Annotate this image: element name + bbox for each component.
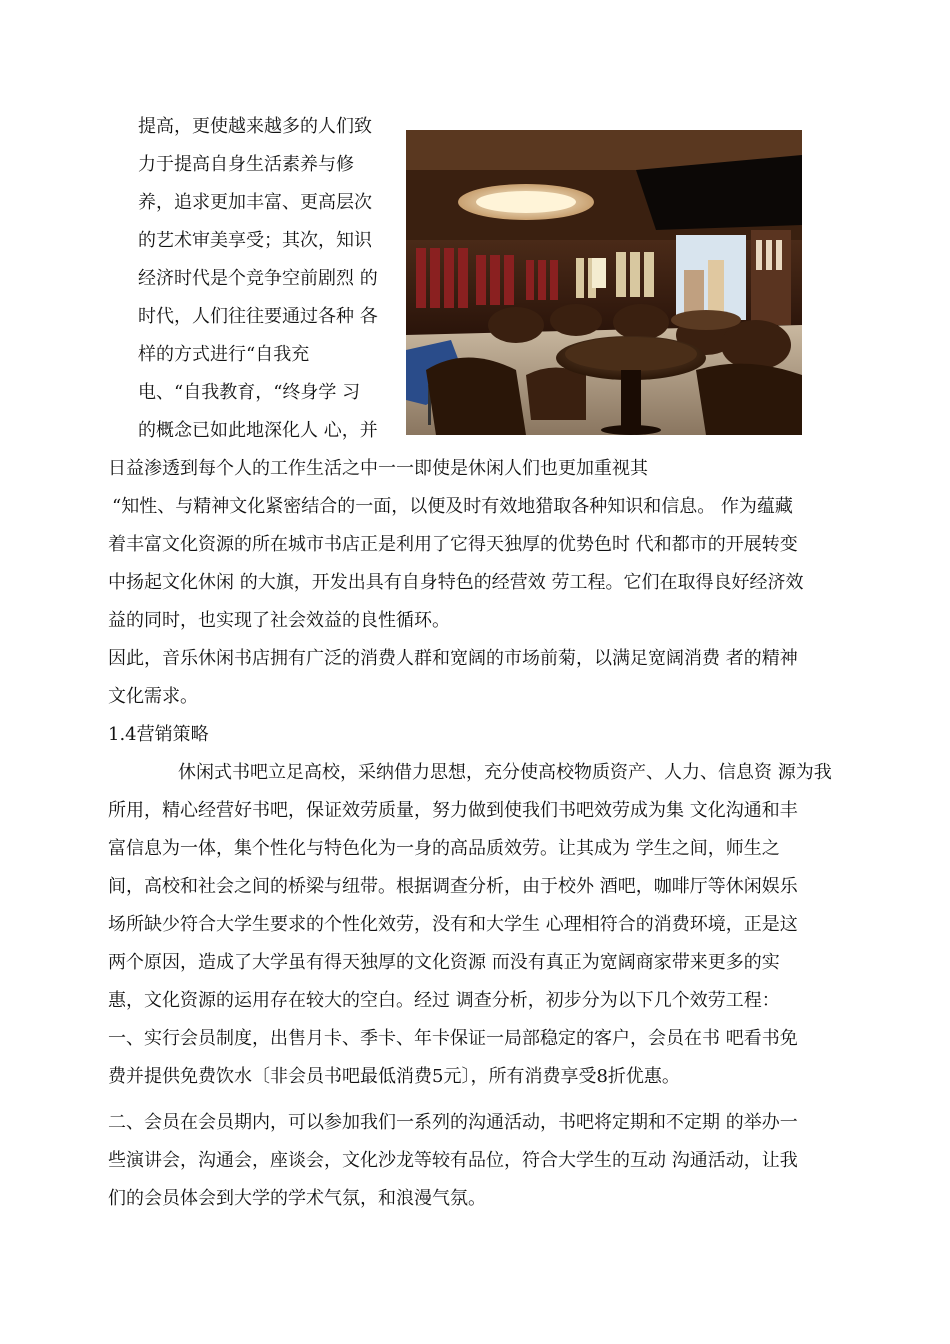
- body-line-9: 休闲式书吧立足高校，采纳借力思想，充分使高校物质资产、人力、信息资 源为我: [178, 762, 832, 783]
- body-line-18: 二、会员在会员期内，可以参加我们一系列的沟通活动，书吧将定期和不定期 的举办一: [108, 1112, 798, 1133]
- body-line-16: 一、实行会员制度，出售月卡、季卡、年卡保证一局部稳定的客户，会员在书 吧看书免: [108, 1028, 798, 1049]
- wrap-line-4: 的艺术审美享受；其次，知识: [138, 230, 372, 251]
- wrap-line-3: 养，追求更加丰富、更高层次: [138, 192, 372, 213]
- body-line-6: 因此，音乐休闲书店拥有广泛的消费人群和宽阔的市场前菊，以满足宽阔消费 者的精神: [108, 648, 798, 669]
- bookstore-interior-photo: [406, 130, 802, 435]
- wrap-line-6: 时代，人们往往要通过各种 各: [138, 306, 378, 327]
- body-line-3: 着丰富文化资源的所在城市书店正是利用了它得天独厚的优势色时 代和都市的开展转变: [108, 534, 798, 555]
- wrap-line-1: 提高，更使越来越多的人们致: [138, 116, 372, 137]
- wrap-line-8: 电、“自我教育，“终身学 习: [138, 382, 361, 403]
- wrap-line-5: 经济时代是个竞争空前剧烈 的: [138, 268, 378, 289]
- wrap-line-7: [138, 343, 398, 367]
- body-line-7: 文化需求。: [108, 686, 198, 707]
- body-line-4: 中扬起文化休闲 的大旗，开发出具有自身特色的经营效 劳工程。它们在取得良好经济效: [108, 572, 804, 593]
- body-line-12: 间，高校和社会之间的桥梁与纽带。根据调查分析，由于校外 酒吧，咖啡厅等休闲娱乐: [108, 876, 798, 897]
- wrap-line-9: 的概念已如此地深化人 心，并: [138, 420, 378, 441]
- body-line-15: 惠，文化资源的运用存在较大的空白。经过 调查分析，初步分为以下几个效劳工程：: [108, 990, 780, 1011]
- body-line-19: 些演讲会，沟通会，座谈会，文化沙龙等较有品位，符合大学生的互动 沟通活动，让我: [108, 1150, 798, 1171]
- body-line-2: “知性、与精神文化紧密结合的一面，以便及时有效地猎取各种知识和信息。 作为蕴藏: [112, 496, 793, 517]
- body-line-13: 场所缺少符合大学生要求的个性化效劳，没有和大学生 心理相符合的消费环境，正是这: [108, 914, 798, 935]
- wrap-line-2: 力于提高自身生活素养与修: [138, 154, 354, 175]
- body-line-11: 富信息为一体，集个性化与特色化为一身的高品质效劳。让其成为 学生之间，师生之: [108, 838, 780, 859]
- wrap-line-7-text: 样的方式进行“自我充: [138, 344, 310, 365]
- body-line-10: 所用，精心经营好书吧，保证效劳质量，努力做到使我们书吧效劳成为集 文化沟通和丰: [108, 800, 798, 821]
- body-line-17: 费并提供免费饮水〔非会员书吧最低消费5元〕，所有消费享受8折优惠。: [108, 1066, 680, 1087]
- body-line-1: 日益渗透到每个人的工作生活之中一一即使是休闲人们也更加重视其: [108, 458, 648, 479]
- body-line-20: 们的会员体会到大学的学术气氛，和浪漫气氛。: [108, 1188, 486, 1209]
- body-line-5: 益的同时，也实现了社会效益的良性循环。: [108, 610, 450, 631]
- section-heading: 1.4营销策略: [108, 724, 209, 745]
- body-line-14: 两个原因，造成了大学虽有得天独厚的文化资源 而没有真正为宽阔商家带来更多的实: [108, 952, 780, 973]
